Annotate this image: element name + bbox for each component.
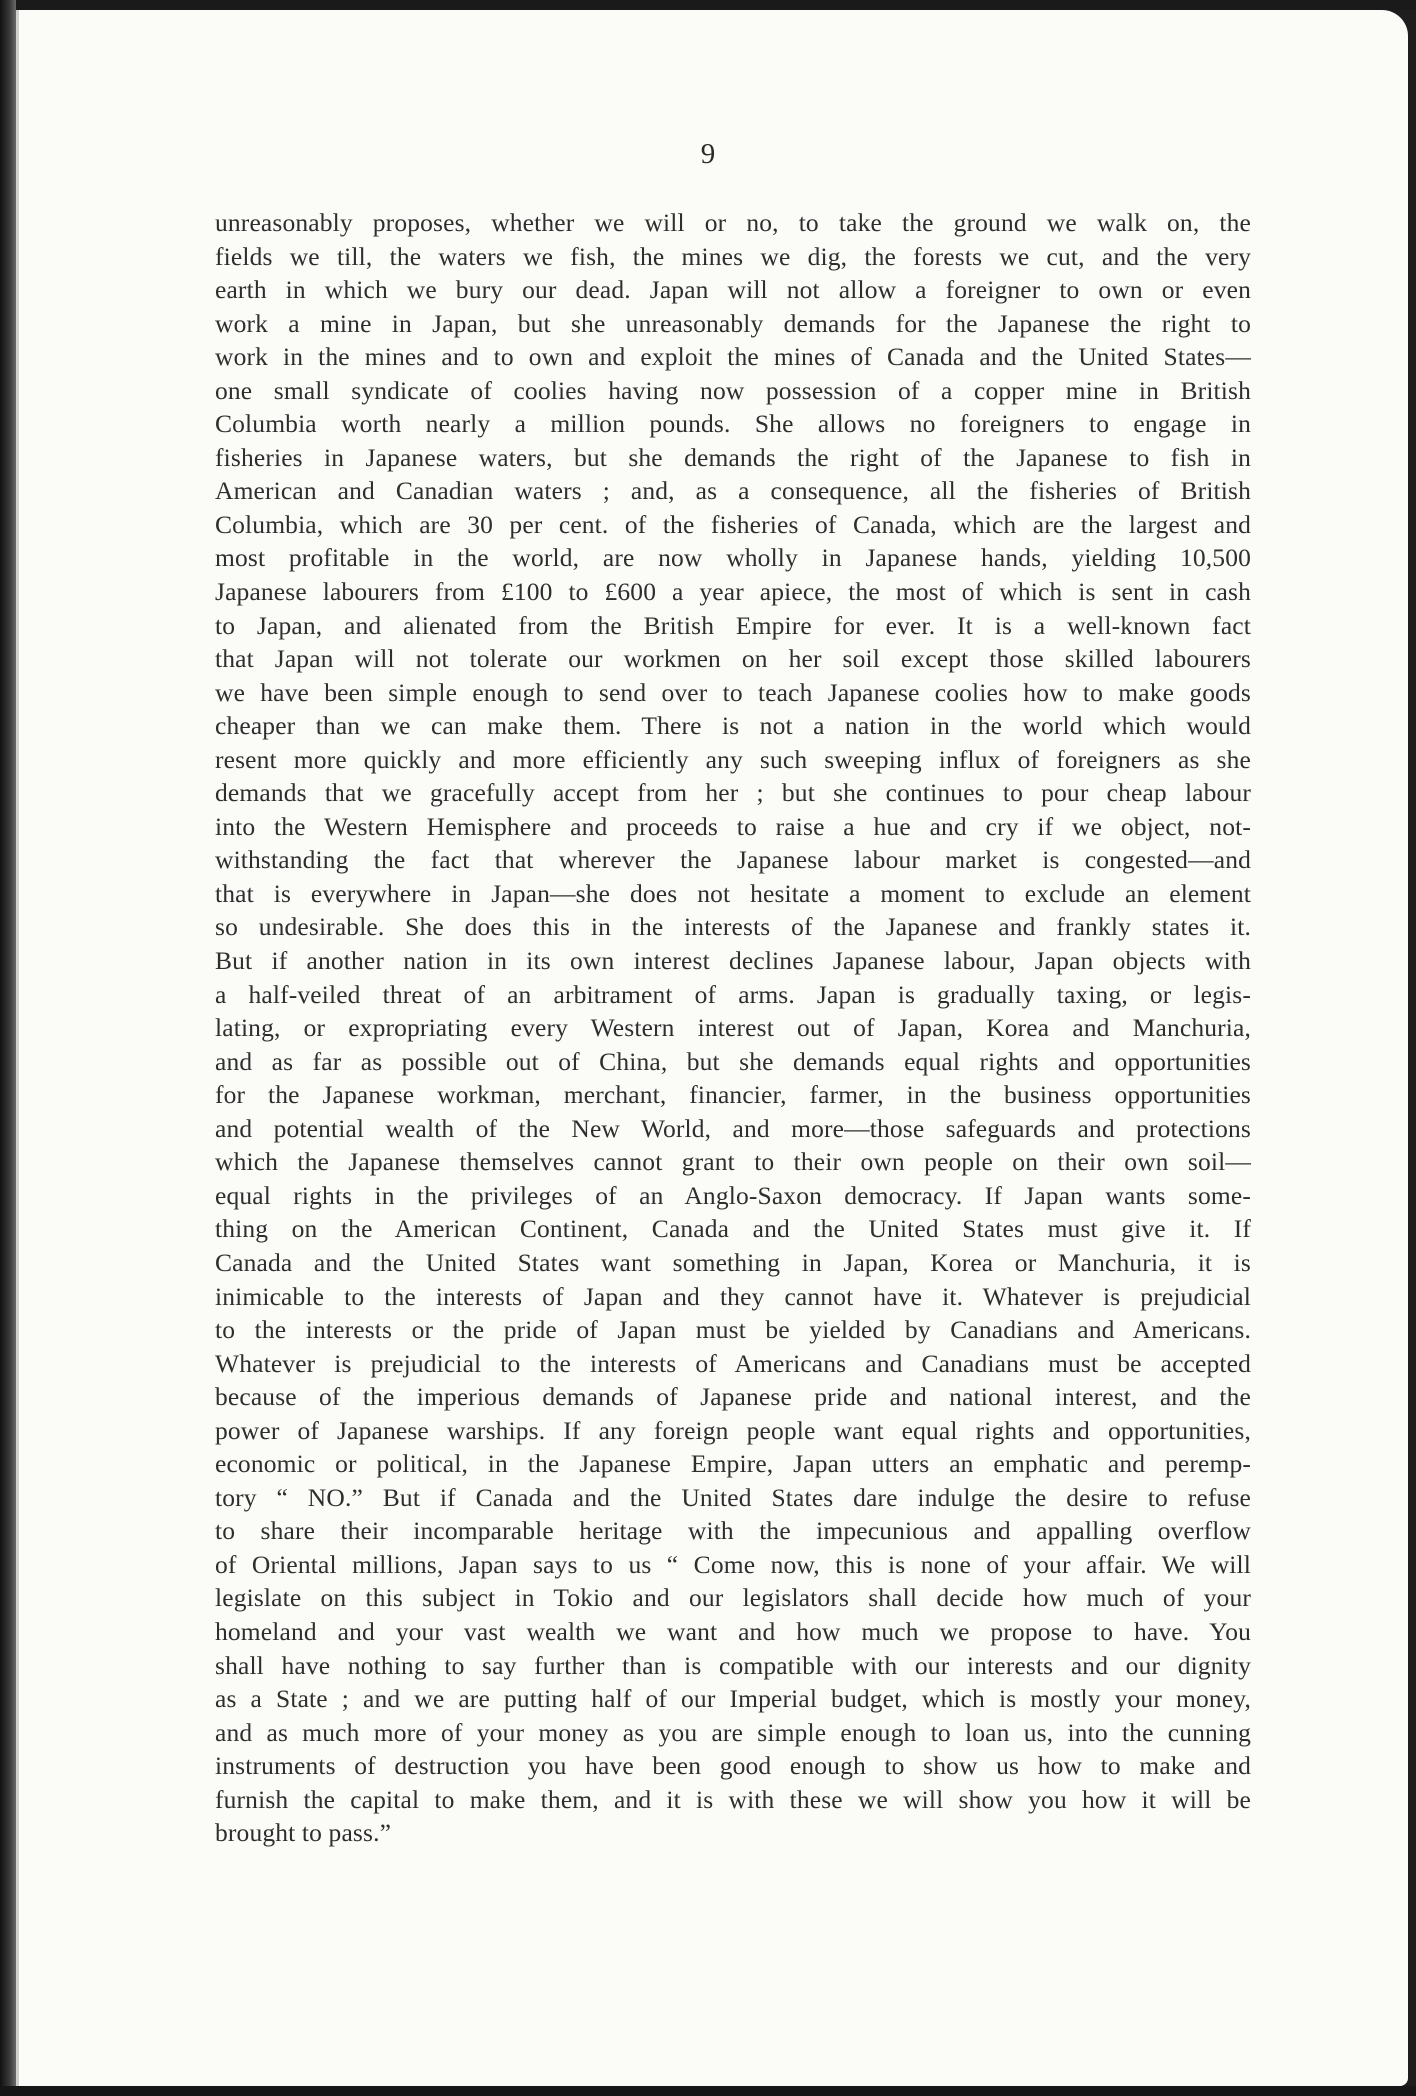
text-line: tory “ NO.” But if Canada and the United States dare indulge the desire to refuse — [215, 1482, 1251, 1512]
text-line: to the interests or the pride of Japan must be yielded by Canadians and Americans. — [215, 1315, 1251, 1345]
text-line: so undesirable. She does this in the interests of the Japanese and frankly states it. — [215, 912, 1251, 942]
text-line: Whatever is prejudicial to the interests of Americans and Canadians must be accepted — [215, 1348, 1251, 1378]
text-line: power of Japanese warships. If any foreign people want equal rights and opportunities, — [215, 1415, 1251, 1445]
page-number: 9 — [700, 138, 716, 170]
text-line: which the Japanese themselves cannot grant to their own people on their own soil— — [215, 1147, 1251, 1177]
text-line: American and Canadian waters ; and, as a consequence, all the fisheries of British — [215, 476, 1251, 506]
text-line: inimicable to the interests of Japan and they cannot have it. Whatever is prejudicial — [215, 1281, 1251, 1311]
text-line: fisheries in Japanese waters, but she demands the right of the Japanese to fish in — [215, 442, 1251, 472]
text-line: and as much more of your money as you are simple enough to loan us, into the cunning — [215, 1717, 1251, 1747]
text-line: of Oriental millions, Japan says to us “ Come now, this is none of your affair. We will — [215, 1549, 1251, 1579]
text-line: cheaper than we can make them. There is not a nation in the world which would — [215, 711, 1251, 741]
text-line: demands that we gracefully accept from her ; but she continues to pour cheap labour — [215, 778, 1251, 808]
text-line: lating, or expropriating every Western interest out of Japan, Korea and Manchuria, — [215, 1013, 1251, 1043]
scan-top-border — [0, 0, 1416, 10]
text-line: Columbia worth nearly a million pounds. She allows no foreigners to engage in — [215, 409, 1251, 439]
text-line: and potential wealth of the New World, and more—those safeguards and protections — [215, 1113, 1251, 1143]
text-line: Columbia, which are 30 per cent. of the fisheries of Canada, which are the largest and — [215, 509, 1251, 539]
text-line: withstanding the fact that wherever the Japanese labour market is congested—and — [215, 845, 1251, 875]
text-line: shall have nothing to say further than is compatible with our interests and our dignity — [215, 1650, 1251, 1680]
text-line: work in the mines and to own and exploit the mines of Canada and the United States— — [215, 342, 1251, 372]
text-line: instruments of destruction you have been good enough to show us how to make and — [215, 1751, 1251, 1781]
text-line: legislate on this subject in Tokio and our legislators shall decide how much of your — [215, 1583, 1251, 1613]
text-line: to Japan, and alienated from the British Empire for ever. It is a well-known fact — [215, 610, 1251, 640]
text-line: homeland and your vast wealth we want and how much we propose to have. You — [215, 1616, 1251, 1646]
text-line: we have been simple enough to send over to teach Japanese coolies how to make goods — [215, 677, 1251, 707]
text-line: fields we till, the waters we fish, the mines we dig, the forests we cut, and the very — [215, 241, 1251, 271]
text-line: because of the imperious demands of Japanese pride and national interest, and the — [215, 1382, 1251, 1412]
text-line: that is everywhere in Japan—she does not hesitate a moment to exclude an element — [215, 878, 1251, 908]
text-line: to share their incomparable heritage with the impecunious and appalling overflow — [215, 1516, 1251, 1546]
text-line: unreasonably proposes, whether we will or no, to take the ground we walk on, the — [215, 208, 1251, 237]
text-line: equal rights in the privileges of an Anglo-Saxon democracy. If Japan wants some- — [215, 1180, 1251, 1210]
text-line: Japanese labourers from £100 to £600 a year apiece, the most of which is sent in cash — [215, 577, 1251, 607]
text-line: and as far as possible out of China, but she demands equal rights and opportunities — [215, 1046, 1251, 1076]
text-line: economic or political, in the Japanese Empire, Japan utters an emphatic and peremp- — [215, 1449, 1251, 1479]
text-line: one small syndicate of coolies having now possession of a copper mine in British — [215, 375, 1251, 405]
text-line: a half-veiled threat of an arbitrament of arms. Japan is gradually taxing, or legis- — [215, 979, 1251, 1009]
body-paragraph — [215, 206, 1251, 1850]
text-line: that Japan will not tolerate our workmen on her soil except those skilled labourers — [215, 644, 1251, 674]
scan-bottom-border — [0, 2086, 1416, 2096]
text-line: thing on the American Continent, Canada and the United States must give it. If — [215, 1214, 1251, 1244]
text-line: resent more quickly and more efficiently any such sweeping influx of foreigners as she — [215, 744, 1251, 774]
scan-left-border — [0, 0, 16, 2096]
text-line: for the Japanese workman, merchant, financier, farmer, in the business opportunities — [215, 1080, 1251, 1110]
text-line: earth in which we bury our dead. Japan will not allow a foreigner to own or even — [215, 275, 1251, 305]
text-line: most profitable in the world, are now wholly in Japanese hands, yielding 10,500 — [215, 543, 1251, 573]
text-line: as a State ; and we are putting half of our Imperial budget, which is mostly your money, — [215, 1684, 1251, 1714]
text-line: work a mine in Japan, but she unreasonably demands for the Japanese the right to — [215, 308, 1251, 338]
text-line: into the Western Hemisphere and proceeds to raise a hue and cry if we object, not- — [215, 811, 1251, 841]
text-line: brought to pass.” — [215, 1818, 392, 1848]
text-line: furnish the capital to make them, and it is with these we will show you how it will be — [215, 1784, 1251, 1814]
text-line: But if another nation in its own interest declines Japanese labour, Japan objects with — [215, 946, 1251, 976]
text-line: Canada and the United States want something in Japan, Korea or Manchuria, it is — [215, 1247, 1251, 1277]
